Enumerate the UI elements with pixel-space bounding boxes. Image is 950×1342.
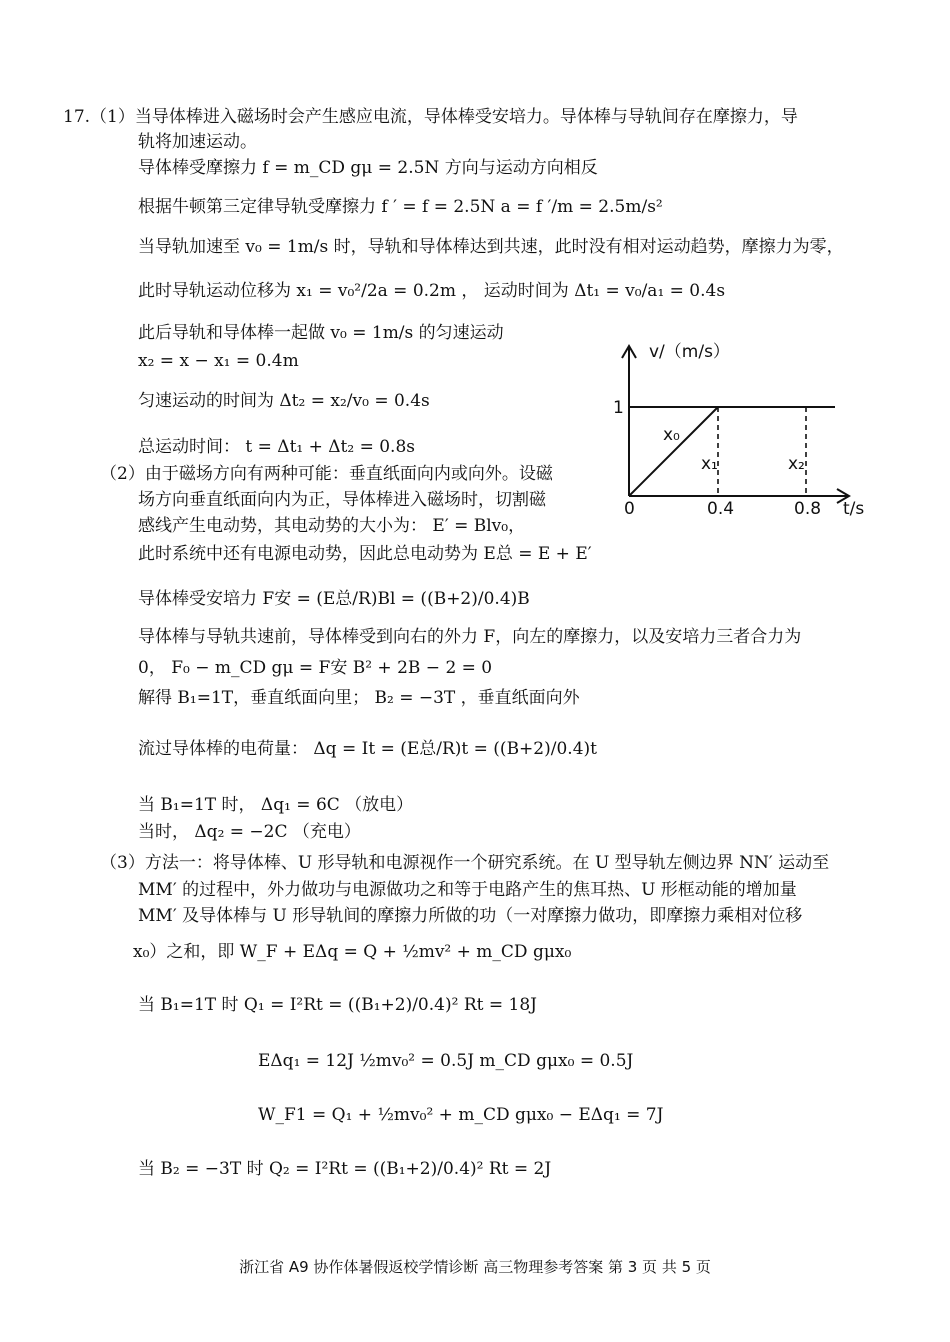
text-line-l21: 当时， Δq₂ = −2C （充电） [138,822,361,842]
text-line-l25: x₀）之和，即 W_F + EΔq = Q + ½mv² + m_CD gμx₀ [133,942,572,962]
text-line-l04: 根据牛顿第三定律导轨受摩擦力 f ′ = f = 2.5N a = f ′/m = 2.5m/s² [138,197,663,217]
text-line-l29: 当 B₂ = −3T 时 Q₂ = I²Rt = ((B₁+2)/0.4)² Rt = 2J [138,1159,552,1179]
text-line-l27: EΔq₁ = 12J ½mv₀² = 0.5J m_CD gμx₀ = 0.5J [258,1051,634,1071]
x-tick-label-1: 0.4 [707,499,735,519]
page-footer: 浙江省 A9 协作体暑假返校学情诊断 高三物理参考答案 第 3 页 共 5 页 [239,1258,711,1276]
text-line-l13: 感线产生电动势，其电动势的大小为： E′ = Blv₀， [138,516,526,536]
text-line-l20: 当 B₁=1T 时， Δq₁ = 6C （放电） [138,795,414,815]
rod-velocity-line [629,407,718,496]
text-line-l19: 流过导体棒的电荷量： Δq = It = (E总/R)t = ((B+2)/0.4)t [138,739,597,759]
text-line-l15: 导体棒受安培力 F安 = (E总/R)Bl = ((B+2)/0.4)B [138,589,530,609]
y-tick-label: 1 [613,398,624,418]
text-line-l12: 场方向垂直纸面向内为正，导体棒进入磁场时，切割磁 [138,490,546,510]
text-line-l14: 此时系统中还有电源电动势，因此总电动势为 E总 = E + E′ [138,544,592,564]
text-line-l23: MM′ 的过程中，外力做功与电源做功之和等于电路产生的焦耳热、U 形框动能的增加量 [138,880,797,900]
text-line-l17: 0， F₀ − m_CD gμ = F安 B² + 2B − 2 = 0 [138,658,493,678]
x-tick-label-2: 0.8 [794,499,822,519]
label-x2: x₂ [788,454,805,474]
x-axis-label: t/s [843,499,865,519]
text-line-l01: 17.（1）当导体棒进入磁场时会产生感应电流，导体棒受安培力。导体棒与导轨间存在摩擦力，导 [63,107,798,127]
text-line-l28: W_F1 = Q₁ + ½mv₀² + m_CD gμx₀ − EΔq₁ = 7J [258,1105,664,1125]
y-axis-label: v/（m/s） [649,342,730,362]
text-line-l06: 此时导轨运动位移为 x₁ = v₀²/2a = 0.2m ， 运动时间为 Δt₁ = v₀/a₁ = 0.4s [138,281,726,301]
text-line-l24: MM′ 及导体棒与 U 形导轨间的摩擦力所做的功（一对摩擦力做功，即摩擦力乘相对位移 [138,906,803,926]
text-line-l02: 轨将加速运动。 [138,132,257,152]
text-line-l11: （2）由于磁场方向有两种可能：垂直纸面向内或向外。设磁 [100,464,553,484]
text-line-l10: 总运动时间： t = Δt₁ + Δt₂ = 0.8s [138,437,415,457]
label-x1: x₁ [701,454,718,474]
text-line-l09: 匀速运动的时间为 Δt₂ = x₂/v₀ = 0.4s [138,391,430,411]
velocity-time-graph [605,336,895,526]
text-line-l05: 当导轨加速至 v₀ = 1m/s 时，导轨和导体棒达到共速，此时没有相对运动趋势，摩擦力为零， [138,237,844,257]
label-x0: x₀ [663,425,680,445]
text-line-l22: （3）方法一：将导体棒、U 形导轨和电源视作一个研究系统。在 U 型导轨左侧边界 NN′ 运动至 [100,853,830,873]
text-line-l08: x₂ = x − x₁ = 0.4m [138,351,299,371]
origin-label: 0 [624,499,635,519]
text-line-l07: 此后导轨和导体棒一起做 v₀ = 1m/s 的匀速运动 [138,323,504,343]
text-line-l18: 解得 B₁=1T，垂直纸面向里； B₂ = −3T ，垂直纸面向外 [138,688,580,708]
text-line-l26: 当 B₁=1T 时 Q₁ = I²Rt = ((B₁+2)/0.4)² Rt = 18J [138,995,537,1015]
text-line-l16: 导体棒与导轨共速前，导体棒受到向右的外力 F，向左的摩擦力，以及安培力三者合力为 [138,627,802,647]
text-line-l03: 导体棒受摩擦力 f = m_CD gμ = 2.5N 方向与运动方向相反 [138,158,598,178]
